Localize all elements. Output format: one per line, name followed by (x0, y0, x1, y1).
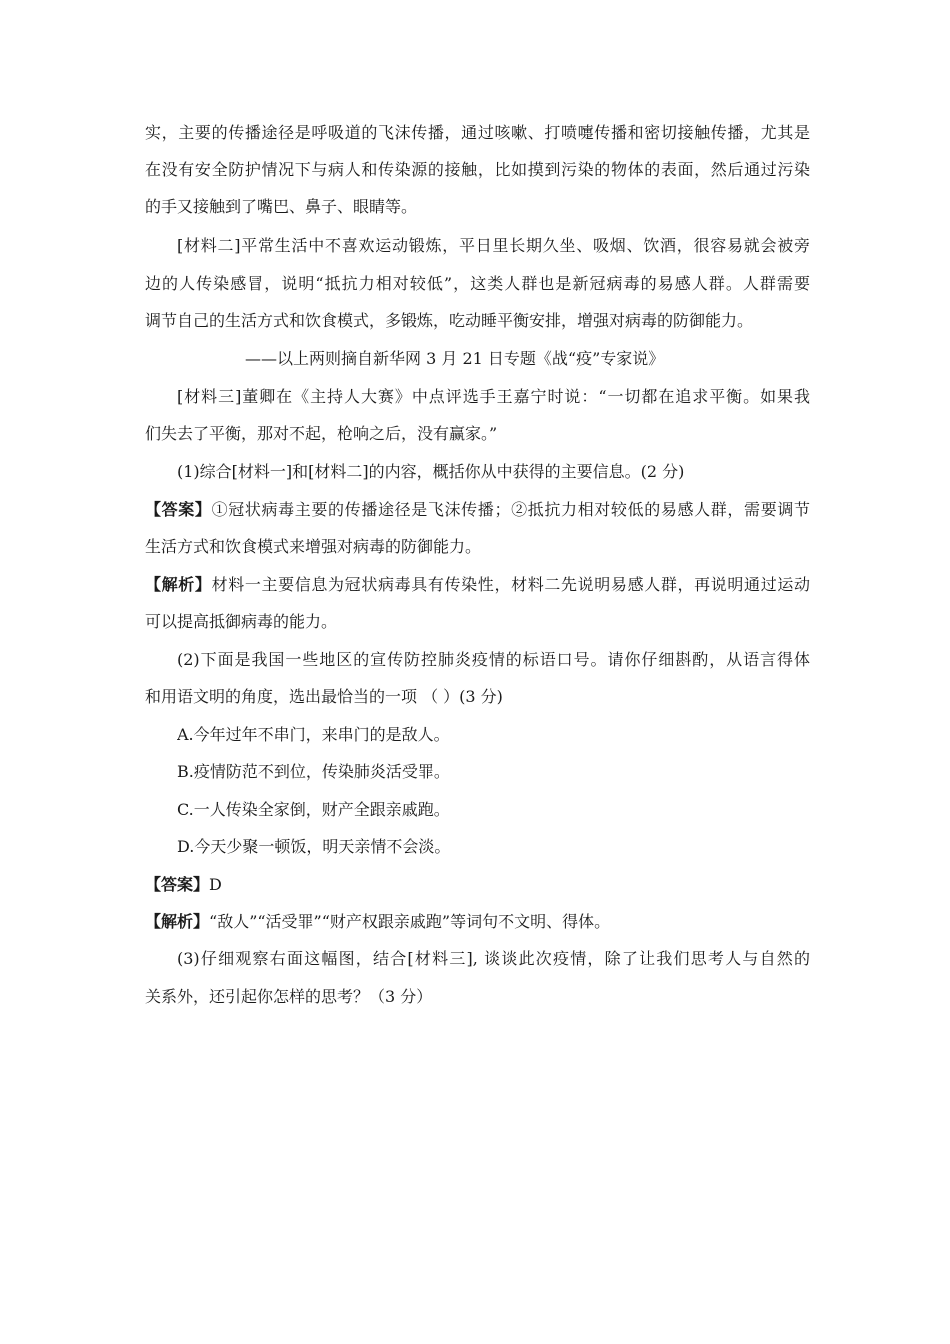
q2-option-c: C.一人传染全家倒，财产全跟亲戚跑。 (177, 800, 450, 819)
q2-option-b: B.疫情防范不到位，传染肺炎活受罪。 (177, 762, 450, 781)
q2-answer-line (145, 874, 810, 896)
q3-question-line-1: (3)仔细观察右面这幅图，结合[材料三], 谈谈此次疫情，除了让我们思考人与自然的 (177, 949, 810, 968)
material2-line-1: [材料二]平常生活中不喜欢运动锻炼，平日里长期久坐、吸烟、饮酒，很容易就会被旁 (177, 236, 810, 255)
q1-answer-tag: 【答案】 (145, 500, 212, 519)
q2-option-a: A.今年过年不串门，来串门的是敌人。 (177, 725, 450, 744)
q2-option-d: D.今天少聚一顿饭，明天亲情不会淡。 (177, 837, 451, 856)
q2-analysis-text: “敌人”“活受罪”“财产权跟亲戚跑”等词句不文明、得体。 (209, 912, 611, 931)
material2-line-3: 调节自己的生活方式和饮食模式，多锻炼，吃动睡平衡安排，增强对病毒的防御能力。 (145, 311, 754, 330)
para1-line-3: 的手又接触到了嘴巴、鼻子、眼睛等。 (145, 197, 418, 216)
material3-line-2: 们失去了平衡，那对不起，枪响之后，没有赢家。” (145, 424, 498, 443)
q3-question-line-2: 关系外，还引起你怎样的思考？（3 分） (145, 987, 433, 1006)
q1-answer-line-1 (145, 499, 810, 521)
q2-analysis-tag: 【解析】 (145, 912, 210, 931)
q2-question-line-2: 和用语文明的角度，选出最恰当的一项 （ ）(3 分) (145, 687, 503, 706)
q1-analysis-text-1: 材料一主要信息为冠状病毒具有传染性，材料二先说明易感人群，再说明通过运动 (211, 575, 810, 594)
q1-analysis-line-2: 可以提高抵御病毒的能力。 (145, 612, 338, 631)
q2-answer-text: D (209, 875, 222, 894)
q1-question: (1)综合[材料一]和[材料二]的内容，概括你从中获得的主要信息。(2 分) (177, 462, 685, 481)
para1-line-1: 实，主要的传播途径是呼吸道的飞沫传播，通过咳嗽、打喷嚏传播和密切接触传播，尤其是 (145, 123, 810, 142)
material3-line-1: [材料三]董卿在《主持人大赛》中点评选手王嘉宁时说：“一切都在追求平衡。如果我 (177, 387, 810, 406)
q1-answer-text-1: ①冠状病毒主要的传播途径是飞沫传播；②抵抗力相对较低的易感人群，需要调节 (211, 500, 810, 519)
material2-line-2: 边的人传染感冒，说明“抵抗力相对较低”，这类人群也是新冠病毒的易感人群。人群需要 (145, 274, 810, 293)
q1-analysis-line-1 (145, 574, 810, 596)
q2-question-line-1: (2)下面是我国一些地区的宣传防控肺炎疫情的标语口号。请你仔细斟酌，从语言得体 (177, 650, 810, 669)
para1-line-2: 在没有安全防护情况下与病人和传染源的接触，比如摸到污染的物体的表面，然后通过污染 (145, 160, 810, 179)
q1-analysis-tag: 【解析】 (145, 575, 212, 594)
q1-answer-line-2: 生活方式和饮食模式来增强对病毒的防御能力。 (145, 537, 482, 556)
q2-answer-tag: 【答案】 (145, 875, 210, 894)
q2-analysis-line (145, 911, 810, 933)
material-source: ——以上两则摘自新华网 3 月 21 日专题《战“疫”专家说》 (245, 349, 665, 368)
